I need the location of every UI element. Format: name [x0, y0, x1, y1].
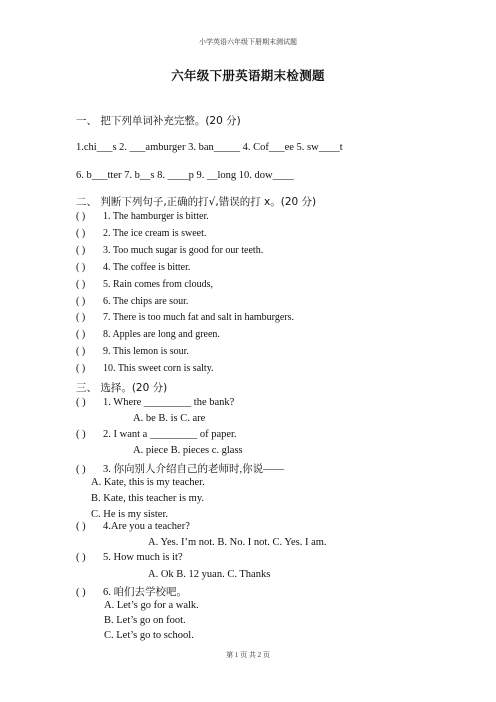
q3-option-c: C. He is my sister.: [91, 509, 169, 520]
judgement-item: [76, 211, 209, 222]
judgement-text: 8. Apples are long and green.: [103, 329, 220, 341]
page-header: 小学英语六年级下册期末测试题: [199, 38, 297, 46]
judgement-item: [76, 262, 190, 273]
q3-option-b: B. Kate, this teacher is my.: [91, 493, 205, 504]
q5-text: 5. How much is it?: [103, 552, 183, 563]
section1-row2: 6. b___tter 7. b__s 8. ____p 9. __long 10. dow____: [76, 170, 294, 181]
q6: [76, 584, 187, 599]
judgement-text: 9. This lemon is sour.: [103, 346, 189, 358]
judgement-item: [76, 245, 263, 256]
q3-option-a: A. Kate, this is my teacher.: [91, 477, 205, 488]
q3: [76, 461, 284, 476]
answer-paren: ( ): [76, 552, 86, 563]
judgement-text: 3. Too much sugar is good for our teeth.: [103, 244, 264, 256]
answer-paren: ( ): [76, 261, 86, 273]
q4-options: A. Yes. I’m not. B. No. I not. C. Yes. I am.: [148, 537, 327, 548]
judgement-text: 1. The hamburger is bitter.: [103, 211, 209, 222]
q1: [76, 397, 234, 408]
q5: [76, 552, 183, 563]
judgement-text: 4. The coffee is bitter.: [103, 261, 191, 273]
answer-paren: ( ): [76, 346, 86, 358]
judgement-text: 6. The chips are sour.: [103, 295, 189, 307]
answer-paren: ( ): [76, 587, 86, 598]
judgement-item: [76, 228, 206, 239]
judgement-item: [76, 296, 188, 307]
answer-paren: ( ): [76, 278, 86, 290]
judgement-text: 5. Rain comes from clouds,: [103, 278, 213, 290]
page-title: 六年级下册英语期末检测题: [171, 68, 325, 83]
judgement-item: [76, 329, 220, 340]
q1-text: 1. Where _________ the bank?: [103, 397, 235, 408]
q5-options: A. Ok B. 12 yuan. C. Thanks: [148, 569, 271, 580]
q6-option-c: C. Let’s go to school.: [104, 630, 194, 641]
answer-paren: ( ): [76, 363, 86, 375]
answer-paren: ( ): [76, 429, 86, 440]
answer-paren: ( ): [76, 295, 86, 307]
judgement-text: 10. This sweet corn is salty.: [103, 363, 214, 375]
judgement-item: [76, 363, 214, 374]
judgement-item: [76, 279, 213, 290]
judgement-item: [76, 346, 189, 357]
answer-paren: ( ): [76, 329, 86, 341]
judgement-text: 7. There is too much fat and salt in hamburgers.: [103, 312, 294, 324]
q6-option-a: A. Let’s go for a walk.: [104, 600, 199, 611]
q6-option-b: B. Let’s go on foot.: [104, 615, 186, 626]
answer-paren: ( ): [76, 312, 86, 324]
answer-paren: ( ): [76, 464, 86, 475]
section2-heading: 二、 判断下列句子,正确的打√,错误的打 x。(20 分): [76, 196, 317, 208]
q2-text: 2. I want a _________ of paper.: [103, 429, 237, 440]
q1-options: A. be B. is C. are: [133, 413, 206, 424]
answer-paren: ( ): [76, 521, 86, 532]
q6-text: 6. 咱们去学校吧。: [103, 587, 187, 598]
section1-row1: 1.chi___s 2. ___amburger 3. ban_____ 4. Cof___ee 5. sw____t: [76, 142, 343, 153]
answer-paren: ( ): [76, 227, 86, 239]
q2: [76, 429, 237, 440]
q3-text: 3. 你向别人介绍自己的老师时,你说——: [103, 464, 285, 475]
judgement-text: 2. The ice cream is sweet.: [103, 227, 207, 239]
q2-options: A. piece B. pieces c. glass: [133, 445, 243, 456]
answer-paren: ( ): [76, 244, 86, 256]
section1-heading: 一、 把下列单词补充完整。(20 分): [76, 115, 241, 127]
page-footer: 第 1 页 共 2 页: [226, 651, 270, 659]
q4-text: 4.Are you a teacher?: [103, 521, 190, 532]
answer-paren: ( ): [76, 397, 86, 408]
answer-paren: ( ): [76, 211, 86, 222]
section3-heading: 三、 选择。(20 分): [76, 382, 168, 394]
judgement-item: [76, 312, 294, 323]
q4: [76, 521, 190, 532]
